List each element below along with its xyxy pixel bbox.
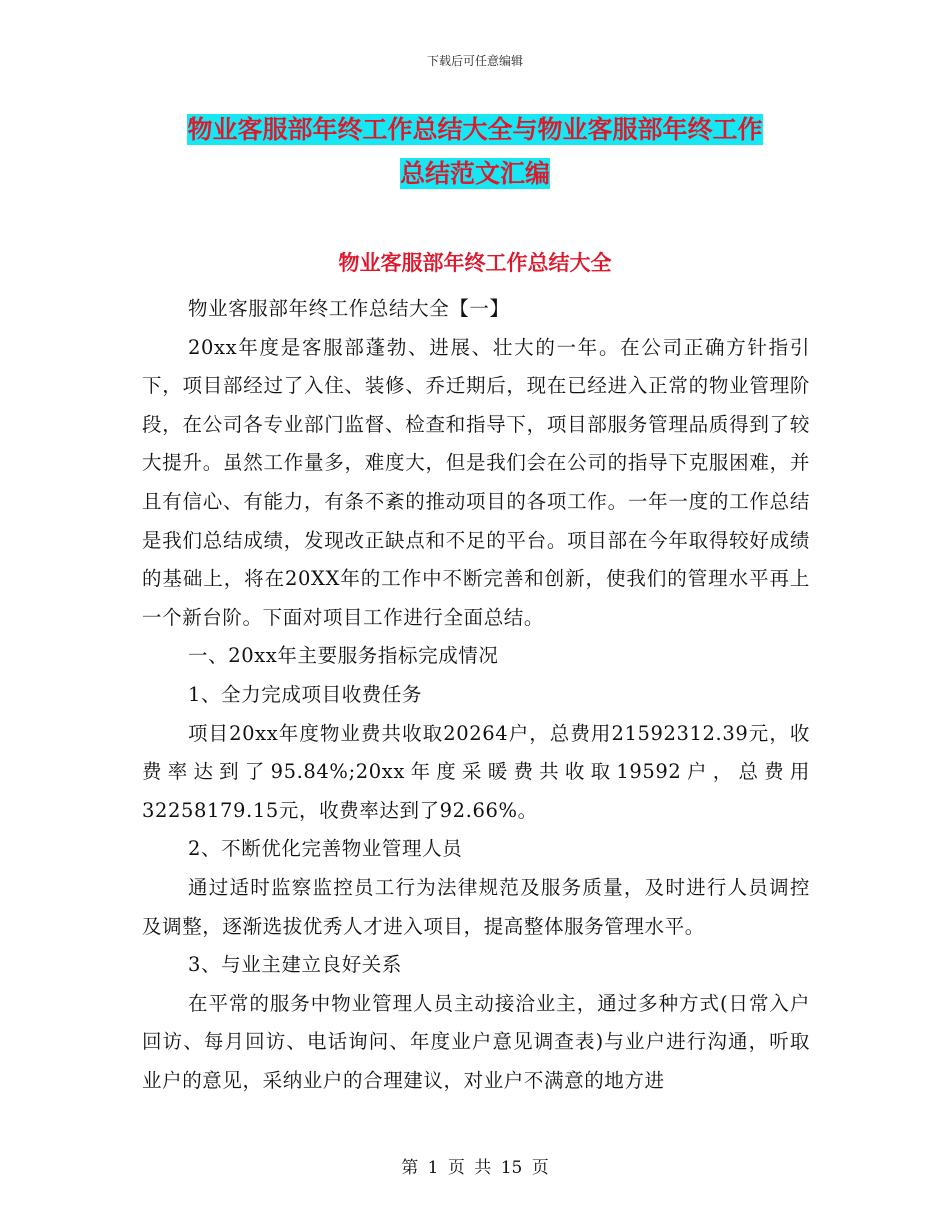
paragraph: 项目20xx年度物业费共收取20264户，总费用21592312.39元，收费率达到了95.84%;20xx年度采暖费共收取19592户，总费用32258179.15元，收费率达到了92.66%。 bbox=[142, 721, 810, 822]
paragraph: 通过适时监察监控员工行为法律规范及服务质量，及时进行人员调控及调整，逐渐选拔优秀人才进入项目，提高整体服务管理水平。 bbox=[142, 875, 810, 938]
paragraph: 在平常的服务中物业管理人员主动接洽业主，通过多种方式(日常入户回访、每月回访、电话询问、年度业户意见调查表)与业户进行沟通，听取业户的意见，采纳业户的合理建议，对业户不满意的地方进 bbox=[142, 991, 810, 1092]
paragraph: 20xx年度是客服部蓬勃、进展、壮大的一年。在公司正确方针指引下，项目部经过了入住、装修、乔迁期后，现在已经进入正常的物业管理阶段，在公司各专业部门监督、检查和指导下，项目部服务管理品质得到了较大提升。虽然工作量多，难度大，但是我们会在公司的指导下克服困难，并且有信心、有能力，有条不紊的推动项目的各项工作。一年一度的工作总结是我们总结成绩，发现改正缺点和不足的平台。项目部在今年取得较好成绩的基础上，将在20XX年的工作中不断完善和创新，使我们的管理水平再上一个新台阶。下面对项目工作进行全面总结。 bbox=[142, 335, 810, 629]
paragraph: 物业客服部年终工作总结大全【一】 bbox=[188, 297, 510, 320]
section-title: 物业客服部年终工作总结大全 bbox=[338, 251, 612, 275]
title-line-2: 总结范文汇编 bbox=[399, 159, 550, 188]
title-line-1: 物业客服部年终工作总结大全与物业客服部年终工作 bbox=[187, 115, 763, 144]
paragraph: 一、20xx年主要服务指标完成情况 bbox=[188, 644, 499, 668]
header-note: 下载后可任意编辑 bbox=[426, 54, 523, 68]
paragraph: 3、与业主建立良好关系 bbox=[188, 953, 403, 977]
document-body bbox=[142, 290, 810, 1100]
paragraph: 1、全力完成项目收费任务 bbox=[188, 682, 423, 706]
document-title bbox=[150, 108, 800, 196]
paragraph: 2、不断优化完善物业管理人员 bbox=[188, 837, 463, 861]
page-number: 第 1 页 共 15 页 bbox=[401, 1158, 549, 1178]
